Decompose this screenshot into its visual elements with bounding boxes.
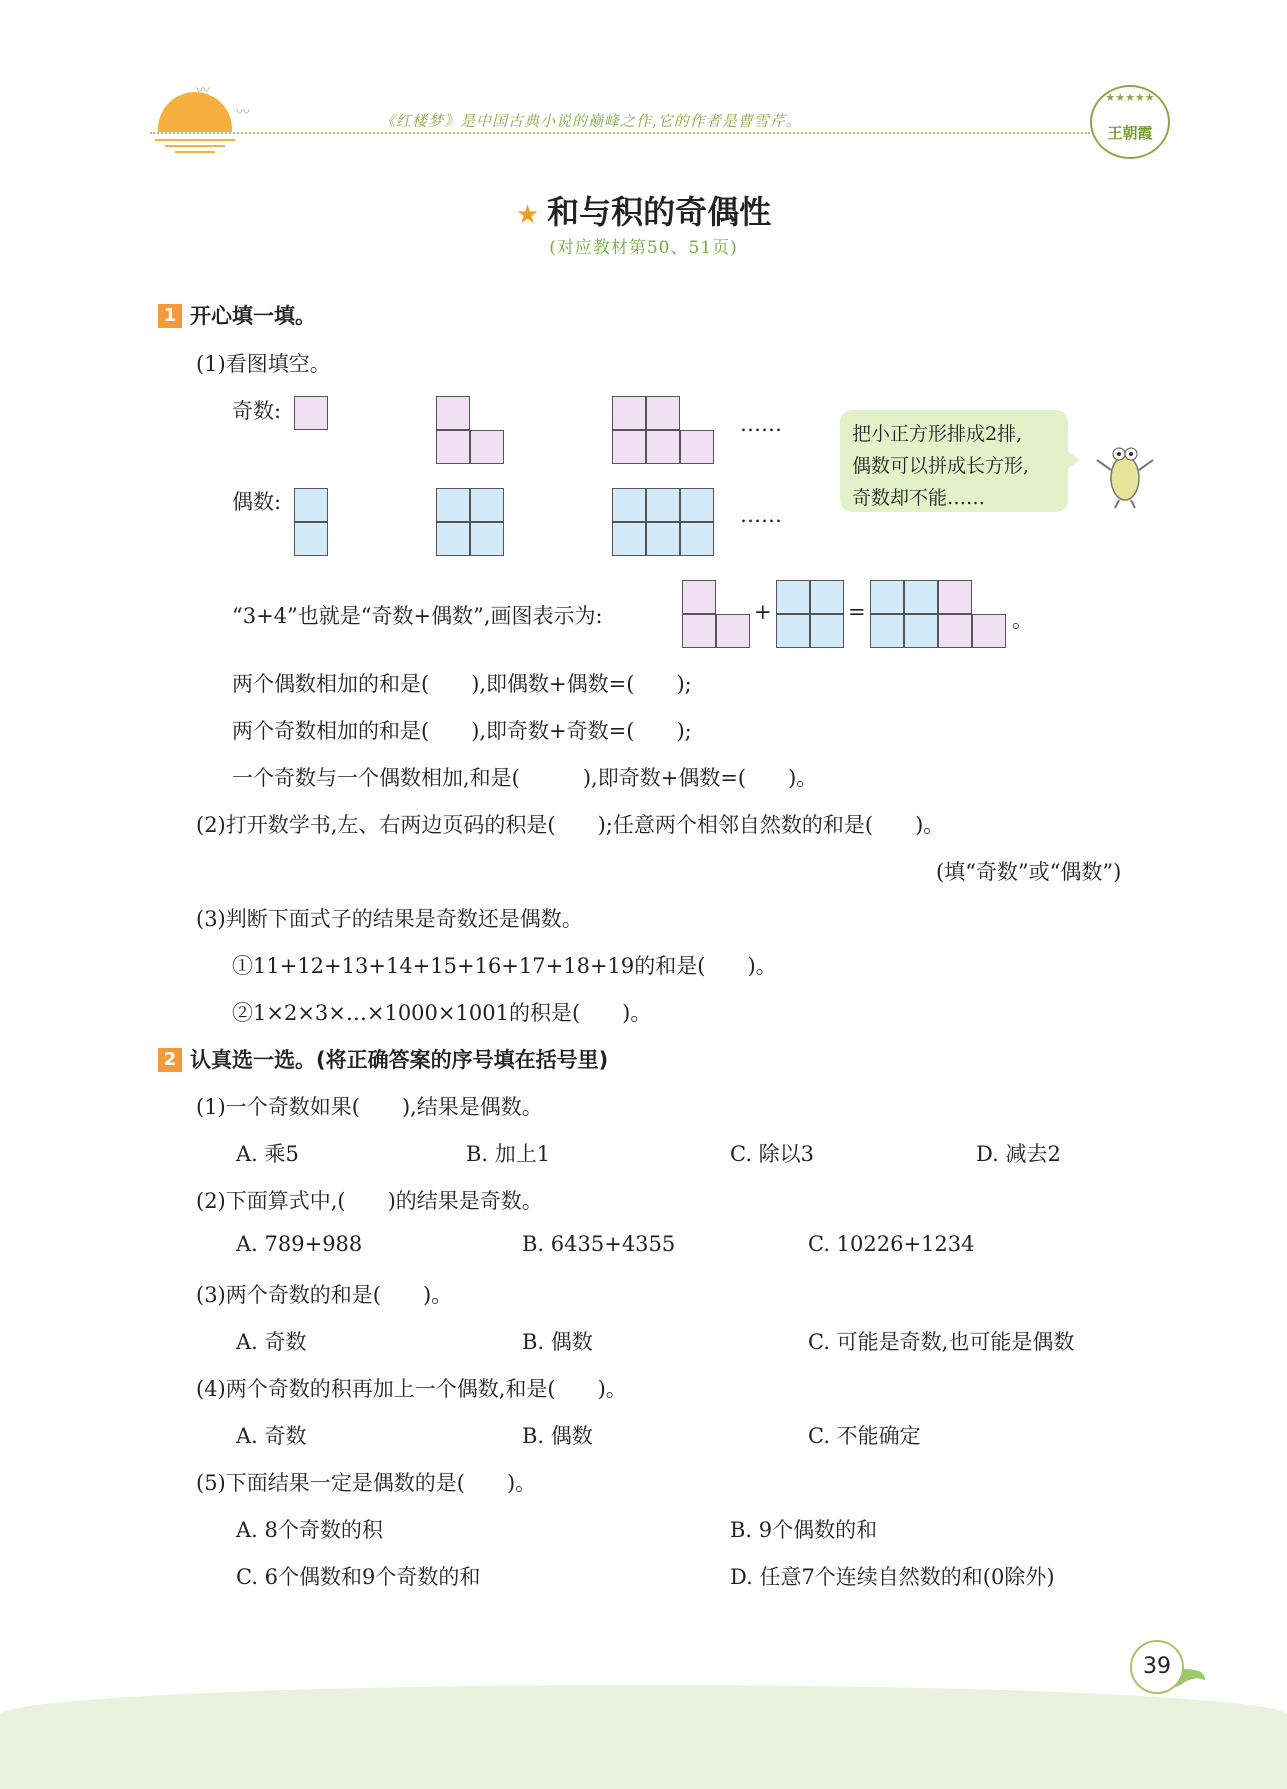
choice-question-2: (2)下面算式中,( )的结果是奇数。 (196, 1189, 543, 1213)
choice-option[interactable]: B. 偶数 (522, 1424, 593, 1448)
choice-option[interactable]: B. 6435+4355 (522, 1232, 676, 1256)
even-figure-4 (436, 488, 504, 556)
section-1-heading-text: 开心填一填。 (190, 304, 316, 328)
even-figure-6 (612, 488, 714, 556)
header-divider (150, 132, 1090, 134)
choice-option[interactable]: C. 除以3 (730, 1142, 815, 1166)
choice-option[interactable]: C. 10226+1234 (808, 1232, 975, 1256)
choice-question-5: (5)下面结果一定是偶数的是( )。 (196, 1471, 537, 1495)
hint-bubble-tail (1066, 450, 1080, 470)
example-figure-4 (776, 580, 844, 648)
choice-option[interactable]: B. 9个偶数的和 (730, 1518, 878, 1542)
fill-line-even-even: 两个偶数相加的和是( ),即偶数+偶数=( ); (232, 672, 692, 696)
choice-option[interactable]: C. 6个偶数和9个奇数的和 (236, 1565, 481, 1589)
odd-figure-3 (436, 396, 504, 464)
even-label: 偶数: (232, 490, 282, 514)
choice-question-1: (1)一个奇数如果( ),结果是偶数。 (196, 1095, 543, 1119)
odd-figure-5 (612, 396, 714, 464)
odd-ellipsis: …… (740, 412, 782, 436)
hint-line: 把小正方形排成2排, (852, 423, 1023, 445)
choice-option[interactable]: C. 不能确定 (808, 1424, 921, 1448)
choice-option[interactable]: C. 可能是奇数,也可能是偶数 (808, 1330, 1075, 1354)
hint-line: 奇数却不能…… (852, 487, 986, 509)
logo-text: 王朝霞 (1107, 124, 1153, 142)
question-3-item-2: ②1×2×3×…×1000×1001的积是( )。 (232, 1001, 652, 1025)
bird-icon: 〰 (236, 105, 250, 121)
equals-sign: = (848, 600, 866, 624)
page-number: 39 (1130, 1640, 1184, 1694)
section-2-badge: 2 (158, 1048, 182, 1072)
question-2: (2)打开数学书,左、右两边页码的积是( );任意两个相邻自然数的和是( )。 (196, 813, 945, 837)
page-title-text: 和与积的奇偶性 (547, 193, 772, 231)
choice-question-3: (3)两个奇数的和是( )。 (196, 1283, 453, 1307)
even-ellipsis: …… (740, 503, 782, 527)
question-3-item-1: ①11+12+13+14+15+16+17+18+19的和是( )。 (232, 954, 777, 978)
even-figure-2 (294, 488, 328, 556)
publisher-logo (1090, 85, 1170, 159)
fill-line-odd-even: 一个奇数与一个偶数相加,和是( ),即奇数+偶数=( )。 (232, 766, 818, 790)
star-icon: ★ (515, 200, 540, 230)
example-figure-7 (870, 580, 1006, 648)
example-text: “3+4”也就是“奇数+偶数”,画图表示为: (232, 604, 603, 628)
choice-option[interactable]: A. 乘5 (236, 1142, 299, 1166)
sun-lines-decoration (150, 135, 240, 157)
example-figure-3 (682, 580, 750, 648)
section-2-heading-text: 认真选一选。(将正确答案的序号填在括号里) (190, 1048, 609, 1072)
choice-option[interactable]: D. 减去2 (976, 1142, 1061, 1166)
choice-option[interactable]: A. 8个奇数的积 (236, 1518, 383, 1542)
odd-label: 奇数: (232, 399, 282, 423)
choice-option[interactable]: A. 奇数 (236, 1330, 307, 1354)
section-1-heading (158, 300, 316, 330)
header-quote: 《红楼梦》是中国古典小说的巅峰之作,它的作者是曹雪芹。 (380, 112, 802, 130)
fill-line-odd-odd: 两个奇数相加的和是( ),即奇数+奇数=( ); (232, 719, 692, 743)
choice-question-4: (4)两个奇数的积再加上一个偶数,和是( )。 (196, 1377, 627, 1401)
odd-figure-1 (294, 396, 328, 430)
choice-option[interactable]: D. 任意7个连续自然数的和(0除外) (730, 1565, 1055, 1589)
choice-option[interactable]: A. 789+988 (236, 1232, 363, 1256)
choice-option[interactable]: A. 奇数 (236, 1424, 307, 1448)
footer-wave-decoration (0, 1685, 1287, 1789)
section-2-heading (158, 1044, 608, 1074)
hint-bubble (840, 410, 1068, 512)
section-1-badge: 1 (158, 304, 182, 328)
sun-decoration (158, 92, 232, 132)
choice-option[interactable]: B. 加上1 (466, 1142, 551, 1166)
example-period: 。 (1012, 608, 1033, 632)
question-2-hint: (填“奇数”或“偶数”) (936, 860, 1122, 884)
choice-option[interactable]: B. 偶数 (522, 1330, 593, 1354)
page-subtitle: (对应教材第50、51页) (549, 238, 738, 258)
mascot-icon (1095, 430, 1157, 510)
question-1-label: (1)看图填空。 (196, 352, 331, 376)
hint-line: 偶数可以拼成长方形, (852, 455, 1030, 477)
bird-icon: 〰 (196, 83, 210, 99)
plus-sign: + (754, 600, 772, 624)
page-title (0, 187, 1287, 233)
logo-stars-icon: ★★★★★ (1105, 91, 1155, 104)
question-3: (3)判断下面式子的结果是奇数还是偶数。 (196, 907, 583, 931)
